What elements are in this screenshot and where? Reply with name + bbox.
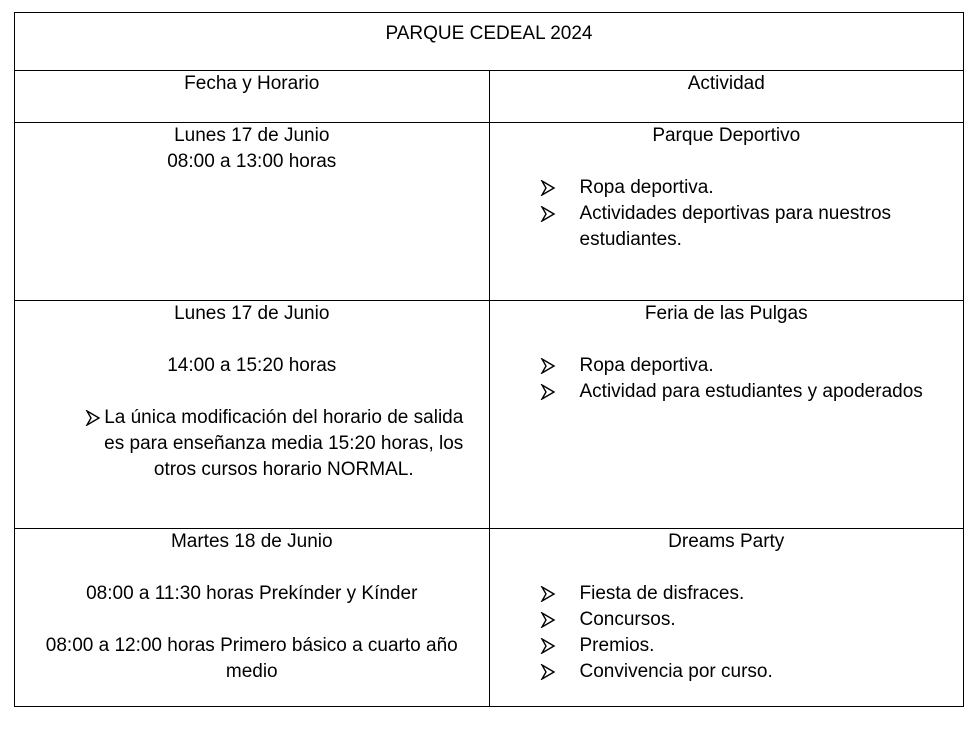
activity-title: Parque Deportivo (652, 125, 801, 146)
arrowhead-bullet-icon (538, 175, 558, 201)
time-text: 14:00 a 15:20 horas (167, 355, 337, 376)
list-item: Ropa deportiva. (538, 175, 964, 201)
table-title: PARQUE CEDEAL 2024 (385, 23, 593, 44)
activity-list (490, 581, 964, 685)
list-item: Convivencia por curso. (538, 659, 964, 685)
table-row (15, 301, 964, 529)
date-time-cell (15, 123, 490, 301)
list-item: Actividad para estudiantes y apoderados (538, 379, 964, 405)
table-row (15, 529, 964, 707)
arrowhead-bullet-icon (538, 581, 558, 607)
date-text: Martes 18 de Junio (170, 531, 333, 552)
header-activity: Actividad (489, 71, 964, 123)
arrowhead-bullet-icon (538, 607, 558, 633)
activity-cell (489, 301, 964, 529)
time-text: 08:00 a 11:30 horas Prekínder y Kínder (86, 583, 418, 604)
time-text: 08:00 a 12:00 horas Primero básico a cuarto año medio (45, 635, 458, 682)
date-time-cell (15, 529, 490, 707)
list-item: Ropa deportiva. (538, 353, 964, 379)
schedule-note: La única modificación del horario de salida es para enseñanza media 15:20 horas, los otros cursos horario NORMAL. (15, 405, 489, 483)
header-row (15, 71, 964, 123)
header-date-time: Fecha y Horario (15, 71, 490, 123)
activity-list (490, 353, 964, 405)
title-cell (15, 13, 964, 71)
schedule-table (14, 12, 964, 707)
arrowhead-bullet-icon (538, 201, 558, 227)
arrowhead-bullet-icon (538, 379, 558, 405)
date-text: Lunes 17 de Junio (174, 125, 330, 146)
arrowhead-bullet-icon (85, 405, 101, 431)
list-item: Premios. (538, 633, 964, 659)
time-text: 08:00 a 13:00 horas (167, 151, 337, 172)
arrowhead-bullet-icon (538, 659, 558, 685)
date-text: Lunes 17 de Junio (174, 303, 330, 324)
table-row (15, 123, 964, 301)
list-item: Fiesta de disfraces. (538, 581, 964, 607)
arrowhead-bullet-icon (538, 353, 558, 379)
title-row (15, 13, 964, 71)
list-item: Concursos. (538, 607, 964, 633)
activity-title: Feria de las Pulgas (644, 303, 808, 324)
activity-cell (489, 123, 964, 301)
activity-title: Dreams Party (668, 531, 785, 552)
list-item: Actividades deportivas para nuestros estudiantes. (538, 201, 964, 253)
activity-cell (489, 529, 964, 707)
date-time-cell (15, 301, 490, 529)
arrowhead-bullet-icon (538, 633, 558, 659)
activity-list (490, 175, 964, 253)
